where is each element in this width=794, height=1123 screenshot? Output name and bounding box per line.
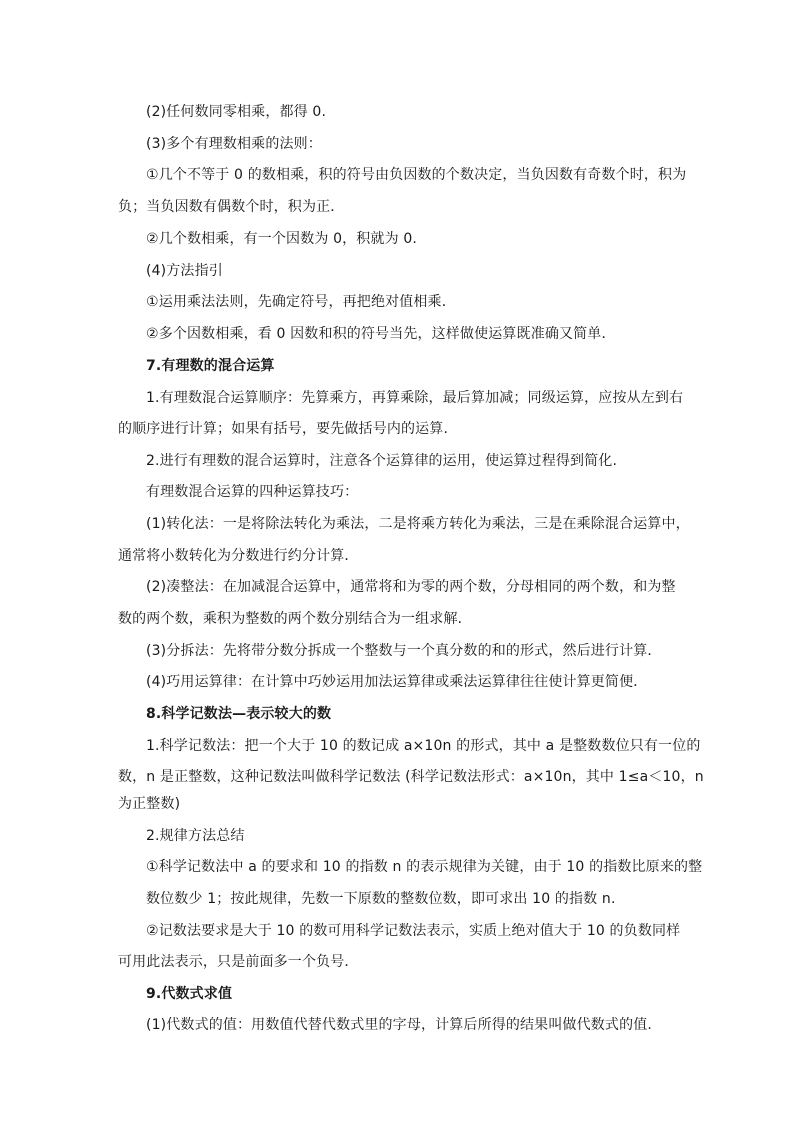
text-line: 数，n 是正整数，这种记数法叫做科学记数法 (科学记数法形式：a×10n，其中 1≤a＜10，n <box>118 769 704 785</box>
text-line: 数位数少 1；按此规律，先数一下原数的整数位数，即可求出 10 的指数 n. <box>146 891 616 907</box>
text-line: ①几个不等于 0 的数相乘，积的符号由负因数的个数决定，当负因数有奇数个时，积为 <box>146 167 687 183</box>
text-line: 可用此法表示，只是前面多一个负号． <box>118 954 359 970</box>
text-line: ②记数法要求是大于 10 的数可用科学记数法表示，实质上绝对值大于 10 的负数同样 <box>146 923 681 939</box>
section-heading: 9.代数式求值 <box>146 986 233 1002</box>
text-line: 负；当负因数有偶数个时，积为正． <box>118 199 345 215</box>
text-line: 数的两个数，乘积为整数的两个数分别结合为一组求解． <box>118 611 472 627</box>
text-line: (4)方法指引 <box>146 263 223 279</box>
text-line: (2)任何数同零相乘，都得 0. <box>146 104 327 120</box>
text-line: (3)多个有理数相乘的法则： <box>146 136 322 152</box>
text-line: 1.科学记数法：把一个大于 10 的数记成 a×10n 的形式，其中 a 是整数数位只有一位的 <box>146 738 701 754</box>
text-line: ①科学记数法中 a 的要求和 10 的指数 n 的表示规律为关键，由于 10 的指数比原来的整 <box>146 859 703 875</box>
text-line: (2)凑整法：在加减混合运算中，通常将和为零的两个数，分母相同的两个数，和为整 <box>146 579 676 595</box>
section-heading: 7.有理数的混合运算 <box>146 358 275 374</box>
text-line: (1)转化法：一是将除法转化为乘法，二是将乘方转化为乘法，三是在乘除混合运算中， <box>146 516 690 532</box>
section-heading: 8.科学记数法—表示较大的数 <box>146 706 332 722</box>
text-line: 的顺序进行计算；如果有括号，要先做括号内的运算. <box>118 421 449 437</box>
text-line: (4)巧用运算律：在计算中巧妙运用加法运算律或乘法运算律往往使计算更简便． <box>146 674 648 690</box>
text-line: (1)代数式的值：用数值代替代数式里的字母，计算后所得的结果叫做代数式的值. <box>146 1017 652 1033</box>
text-line: (3)分拆法：先将带分数分拆成一个整数与一个真分数的和的形式，然后进行计算． <box>146 643 662 659</box>
text-line: 为正整数) <box>118 796 181 812</box>
text-line: ①运用乘法法则，先确定符号，再把绝对值相乘． <box>146 294 456 310</box>
text-line: 1.有理数混合运算顺序：先算乘方，再算乘除，最后算加减；同级运算，应按从左到右 <box>146 390 684 406</box>
text-line: 2.规律方法总结 <box>146 828 245 844</box>
text-line: ②多个因数相乘，看 0 因数和积的符号当先，这样做使运算既准确又简单． <box>146 326 616 342</box>
text-line: 通常将小数转化为分数进行约分计算． <box>118 548 359 564</box>
text-line: ②几个数相乘，有一个因数为 0，积就为 0. <box>146 231 418 247</box>
text-line: 有理数混合运算的四种运算技巧： <box>146 484 359 500</box>
text-line: 2.进行有理数的混合运算时，注意各个运算律的运用，使运算过程得到简化. <box>146 453 618 469</box>
